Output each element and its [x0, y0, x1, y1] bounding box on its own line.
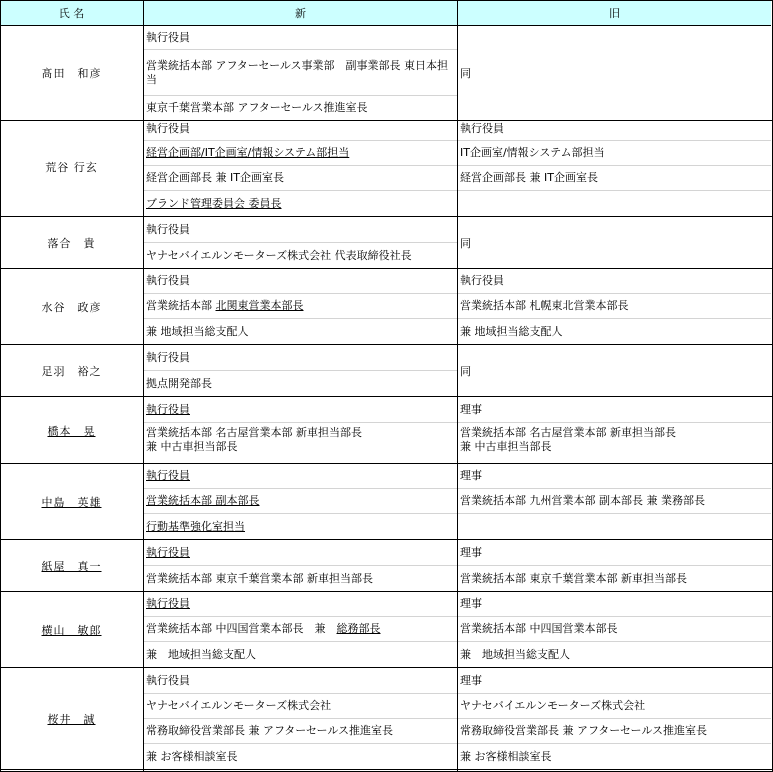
old-line: 理事 — [458, 398, 771, 423]
old-line: IT企画室/情報システム部担当 — [458, 141, 771, 166]
person-name: 紙屋 真一 — [41, 560, 102, 573]
old-same: 同 — [460, 365, 471, 378]
person-name: 水谷 政彦 — [41, 300, 102, 314]
new-line: 執行役員 — [144, 541, 457, 566]
old-line: 営業統括本部 東京千葉営業本部 新車担当部長 — [460, 571, 687, 585]
old-line: 営業統括本部 中四国営業本部長 — [458, 617, 771, 642]
new-line: 営業統括本部 東京千葉営業本部 新車担当部長 — [146, 571, 373, 585]
new-line: 行動基準強化室担当 — [146, 519, 245, 533]
new-line: 執行役員 — [144, 464, 457, 489]
old-line: 執行役員 — [458, 117, 771, 141]
old-same: 同 — [460, 237, 471, 250]
person-name: 足羽 裕之 — [41, 365, 102, 378]
old-line: 営業統括本部 札幌東北営業本部長 — [458, 294, 771, 319]
new-line: 常務取締役営業部長 兼 アフターセールス推進室長 — [144, 719, 457, 744]
header-old: 旧 — [458, 0, 771, 26]
new-line: 執行役員 — [144, 398, 457, 423]
new-line: 営業統括本部 アフターセールス事業部 副事業部長 東日本担当 — [144, 50, 457, 96]
old-line: 理事 — [458, 669, 771, 694]
old-line: 執行役員 — [458, 269, 771, 294]
old-line: 理事 — [458, 592, 771, 617]
old-line: 常務取締役営業部長 兼 アフターセールス推進室長 — [458, 719, 771, 744]
old-line: 経営企画部長 兼 IT企画室長 — [458, 166, 771, 191]
new-line: 執行役員 — [144, 592, 457, 617]
old-line: 兼 地域担当総支配人 — [460, 647, 570, 661]
new-line: 兼 お客様相談室長 — [146, 749, 238, 763]
new-line: 経営企画部長 兼 IT企画室長 — [144, 166, 457, 191]
old-line: 営業統括本部 九州営業本部 副本部長 兼 業務部長 — [458, 489, 771, 514]
person-name: 髙田 和彦 — [41, 67, 102, 80]
old-line: 理事 — [458, 541, 771, 566]
new-line: 経営企画部/IT企画室/情報システム部担当 — [144, 141, 457, 166]
new-line: ヤナセバイエルンモーターズ株式会社 — [144, 694, 457, 719]
new-line: 兼 地域担当総支配人 — [146, 647, 256, 661]
header-name: 氏 名 — [0, 0, 143, 26]
new-line: 執行役員 — [144, 26, 457, 50]
person-name: 荒谷 行玄 — [45, 160, 98, 174]
old-line: ヤナセバイエルンモーターズ株式会社 — [458, 694, 771, 719]
old-same: 同 — [460, 67, 471, 80]
new-line: 営業統括本部 副本部長 — [144, 489, 457, 514]
person-name: 桜井 誠 — [47, 713, 96, 726]
new-line: 東京千葉営業本部 アフターセールス推進室長 — [146, 101, 368, 114]
new-line: 営業統括本部 中四国営業本部長 兼 総務部長 — [144, 617, 457, 642]
new-line: 執行役員 — [144, 269, 457, 294]
new-line: 執行役員 — [144, 117, 457, 141]
new-line: 営業統括本部 名古屋営業本部 新車担当部長 兼 中古車担当部長 — [146, 426, 362, 453]
new-line: 執行役員 — [144, 218, 457, 243]
new-line: 営業統括本部 北関東営業本部長 — [144, 294, 457, 319]
new-line: ヤナセバイエルンモーターズ株式会社 代表取締役社長 — [146, 248, 412, 262]
new-line: ブランド管理委員会 委員長 — [146, 196, 282, 210]
old-line: 兼 地域担当総支配人 — [460, 324, 563, 338]
header-new: 新 — [144, 0, 457, 26]
new-line: 兼 地域担当総支配人 — [146, 324, 249, 338]
old-line: 営業統括本部 名古屋営業本部 新車担当部長 兼 中古車担当部長 — [460, 426, 676, 453]
person-name: 横山 敏郎 — [41, 623, 102, 637]
old-line: 兼 お客様相談室長 — [460, 749, 552, 763]
new-line: 執行役員 — [144, 346, 457, 371]
new-line: 拠点開発部長 — [146, 376, 212, 390]
person-name: 落合 貴 — [47, 237, 96, 250]
person-name: 中島 英雄 — [41, 495, 102, 509]
new-line: 執行役員 — [144, 669, 457, 694]
person-name: 橋本 晃 — [47, 424, 96, 438]
old-line: 理事 — [458, 464, 771, 489]
